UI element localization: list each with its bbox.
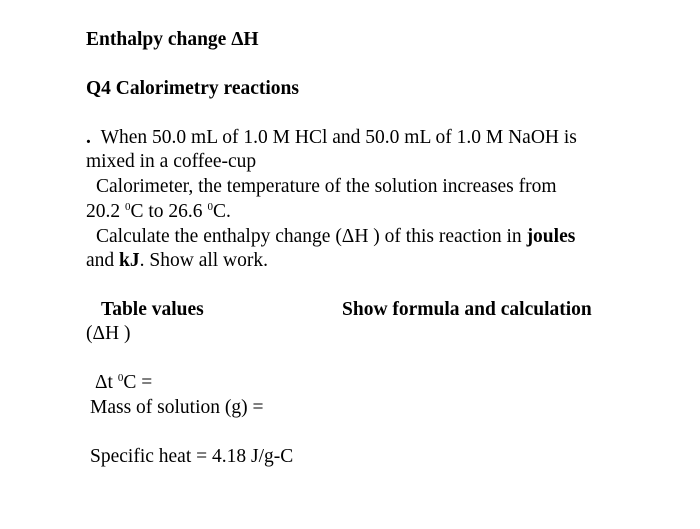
and-text: and [86,250,120,271]
problem-line-1 [86,126,577,150]
problem-line-5 [96,225,575,249]
delta-t-label [95,371,152,395]
problem-line-6 [86,249,268,273]
problem-line-3: Calorimeter, the temperature of the solution increases from [96,176,557,197]
problem-line-2: mixed in a coffee-cup [86,151,257,172]
degree-mark: 0 [207,201,213,213]
problem-text-1: When 50.0 mL of 1.0 M HCl and 50.0 mL of 1.0 M NaOH is [100,127,577,148]
kj-emphasis: kJ [119,250,140,271]
show-work-text: . Show all work. [139,250,269,271]
page-title: Enthalpy change ΔH [86,29,259,50]
degree-mark: 0 [117,372,124,384]
problem-line-4 [86,200,231,224]
formula-header: Show formula and calculation [342,299,592,320]
temp-unit: C. [212,201,231,222]
table-values-header: Table values [101,299,204,320]
degree-mark: 0 [125,201,131,213]
start-temp: 20.2 [86,201,125,222]
bullet: . [86,127,91,148]
delta-h-label: (ΔH ) [86,323,131,344]
question-heading: Q4 Calorimetry reactions [86,78,299,99]
mass-label: Mass of solution (g) = [90,397,264,418]
delta-t-text: Δt [95,372,118,393]
calc-instruction: Calculate the enthalpy change (ΔH ) of this reaction in [96,226,527,247]
joules-emphasis: joules [526,226,576,247]
delta-t-unit: C = [123,372,153,393]
specific-heat-label: Specific heat = 4.18 J/g-C [90,446,294,467]
end-temp: C to 26.6 [130,201,208,222]
